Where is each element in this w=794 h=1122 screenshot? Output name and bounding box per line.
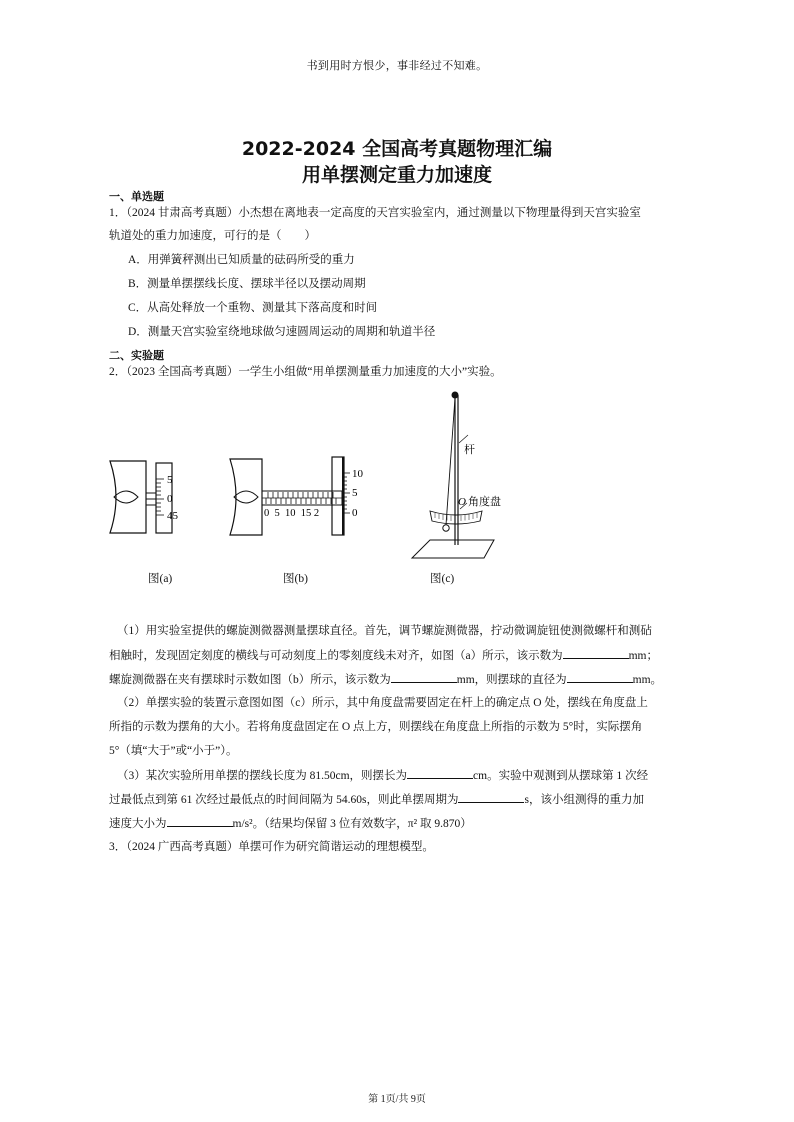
question-2-part2-line2: 所指的示数为摆角的大小。若将角度盘固定在 O 点上方，则摆线在角度盘上所指的示数为 5°时，实际摆角 [109, 721, 643, 733]
question-2-part3-text: 速度大小为 [109, 818, 167, 830]
question-3-intro: 3．（2024 广西高考真题）单摆可作为研究简谐运动的理想模型。 [109, 841, 434, 853]
section-heading-experiment: 二、实验题 [109, 349, 164, 362]
document-subtitle: 用单摆测定重力加速度 [301, 164, 492, 186]
figure-c-pendulum-apparatus [408, 385, 508, 567]
question-2-part3-text: cm。实验中观测到从摆球第 1 次经 [473, 770, 649, 782]
figure-b-main-scale: 0 5 10 15 2 [264, 508, 320, 519]
figure-a-micrometer [108, 455, 194, 540]
answer-blank-b-reading[interactable] [391, 670, 457, 683]
header-motto: 书到用时方恨少，事非经过不知难。 [306, 60, 488, 72]
question-2-part1-text: mm，则摆球的直径为 [456, 674, 567, 686]
question-2-part3-text: 过最低点到第 61 次经过最低点的时间间隔为 54.60s，则此单摆周期为 [109, 794, 459, 806]
figure-a-caption: 图(a) [148, 573, 173, 585]
figure-c-label-protractor: 角度盘 [468, 496, 501, 508]
question-2-part3-text: s，该小组测得的重力加 [524, 794, 644, 806]
question-1-option-b: B．测量单摆摆线长度、摆球半径以及摆动周期 [128, 278, 366, 290]
question-1-text-cont: 轨道处的重力加速度，可行的是（ ） [109, 230, 316, 242]
question-2-part1-unit: mm。 [632, 674, 663, 686]
answer-blank-a-reading[interactable] [563, 646, 629, 659]
figure-a-tick-label: 45 [167, 510, 178, 522]
answer-blank-ball-diameter[interactable] [567, 670, 633, 683]
question-2-part1-line3 [109, 670, 662, 687]
question-2-intro: 2．（2023 全国高考真题）一学生小组做“用单摆测量重力加速度的大小”实验。 [109, 366, 502, 378]
question-1-option-a: A．用弹簧秤测出已知质量的砝码所受的重力 [128, 254, 355, 266]
question-2-part3-line1 [117, 766, 648, 783]
figure-c-label-o: O [458, 496, 466, 508]
question-2-part1-line1: （1）用实验室提供的螺旋测微器测量摆球直径。首先，调节螺旋测微器，拧动微调旋钮使测微螺杆和测砧 [117, 625, 652, 637]
answer-blank-gravity[interactable] [167, 814, 233, 827]
page-number: 第 1页/共 9页 [368, 1094, 426, 1105]
section-heading-single-choice: 一、单选题 [109, 190, 164, 203]
document-title: 2022-2024 全国高考真题物理汇编 [241, 138, 553, 160]
question-2-part3-line2 [109, 790, 644, 807]
question-1-option-c: C．从高处释放一个重物、测量其下落高度和时间 [128, 302, 378, 314]
question-2-part1-text: 螺旋测微器在夹有摆球时示数如图（b）所示，该示数为 [109, 674, 391, 686]
question-2-part2-line3: 5°（填“大于”或“小于”）。 [109, 745, 238, 757]
question-1-option-d: D．测量天宫实验室绕地球做匀速圆周运动的周期和轨道半径 [128, 326, 436, 338]
figure-b-tick-label: 10 [352, 468, 363, 480]
question-1-text: 1．（2024 甘肃高考真题）小杰想在离地表一定高度的天宫实验室内，通过测量以下物理量得到天宫实验室 [109, 207, 641, 219]
question-2-part3-text: m/s²。（结果均保留 3 位有效数字，π² 取 9.870） [232, 818, 472, 830]
figure-b-caption: 图(b) [283, 573, 308, 585]
question-2-part1-line2 [109, 646, 658, 663]
figure-b-tick-label: 5 [352, 487, 358, 499]
figure-a-tick-label: 0 [167, 493, 173, 505]
question-2-part3-text: （3）某次实验所用单摆的摆线长度为 81.50cm，则摆长为 [117, 770, 408, 782]
question-2-part3-line3 [109, 814, 472, 831]
question-2-part2-line1: （2）单摆实验的装置示意图如图（c）所示，其中角度盘需要固定在杆上的确定点 O 处，摆线在角度盘上 [117, 697, 648, 709]
question-2-part1-unit: mm； [628, 650, 658, 662]
figure-a-tick-label: 5 [167, 474, 173, 486]
answer-blank-period[interactable] [458, 790, 524, 803]
question-2-part1-text: 相触时，发现固定刻度的横线与可动刻度上的零刻度线未对齐，如图（a）所示，该示数为 [109, 650, 563, 662]
answer-blank-pendulum-length[interactable] [407, 766, 473, 779]
figure-c-label-rod: 杆 [464, 444, 475, 456]
figure-b-tick-label: 0 [352, 507, 358, 519]
figure-c-caption: 图(c) [430, 573, 455, 585]
figure-b-micrometer [228, 455, 373, 540]
